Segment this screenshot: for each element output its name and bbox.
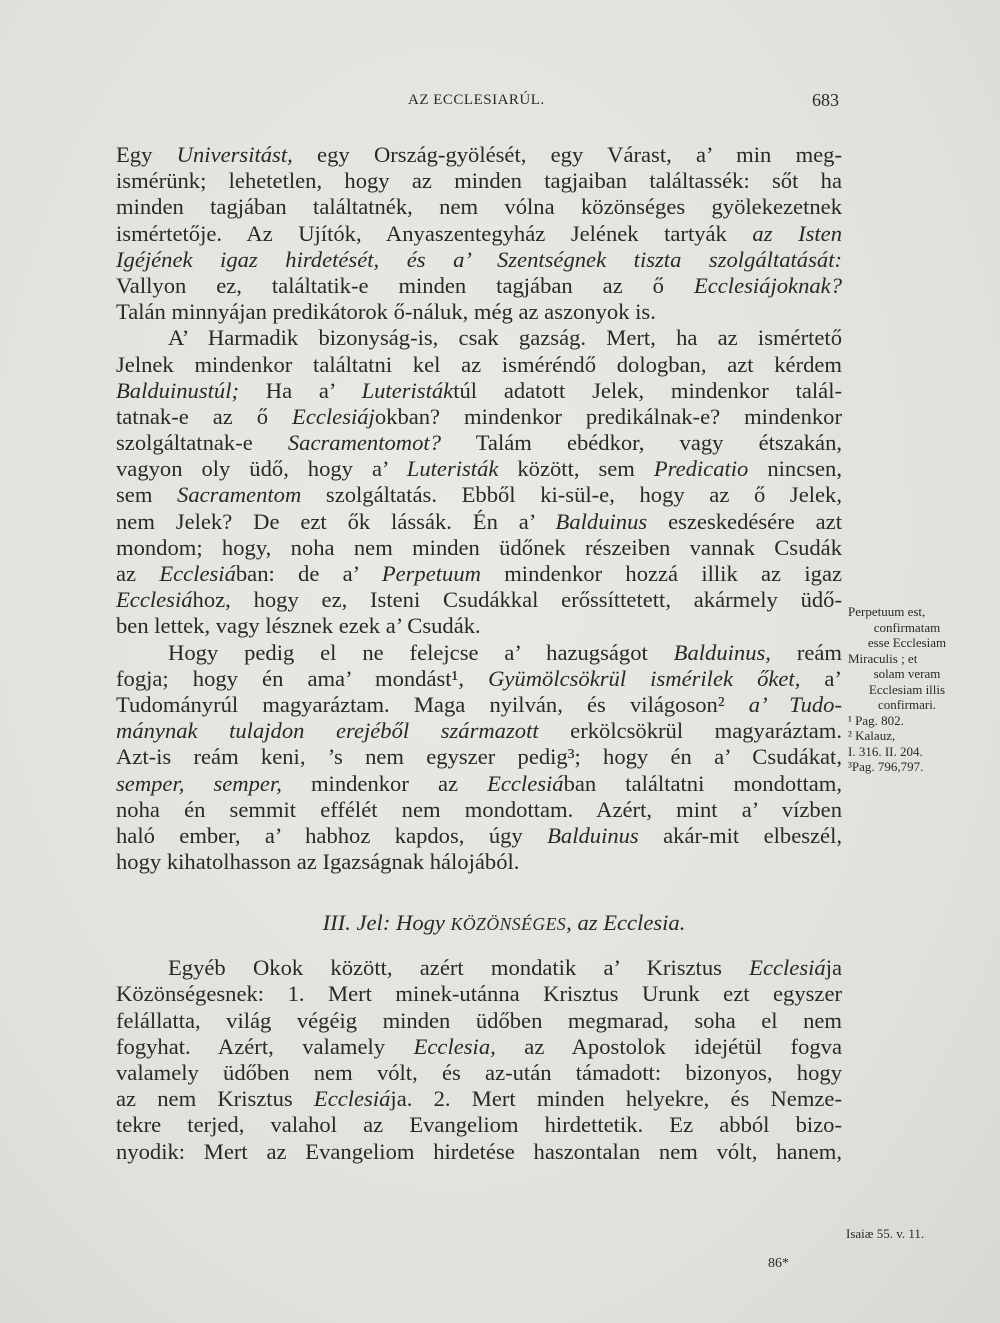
margin-note-line: ¹ Pag. 802. [848,712,904,728]
text-line: ismértetője. Az Ujítók, Anyaszentegyház Jelének tartyák az Isten [116,220,842,246]
margin-note-line: confirmatam [873,619,941,635]
text-line: felállatta, világ végéig minden üdőben megmarad, soha el nem [116,1007,842,1033]
body-text [116,142,842,1165]
text-line: mondom; hogy, noha nem minden üdőnek részeiben vannak Csudák [116,534,842,560]
section-gap [116,937,842,955]
text-line: szolgáltatnak-e Sacramentomot? Talám ebédkor, vagy étszakán, [116,430,843,456]
margin-note-line: Ecclesiam illis [868,681,946,697]
paragraph-block-2 [116,955,842,1165]
text-line: Vallyon ez, találtatik-e minden tagjában az ő Ecclesiájoknak? [116,272,842,298]
margin-note-line: ² Kalauz, [848,728,896,743]
section-heading-text: III. Jel: Hogy KÖZÖNSÉGES, az Ecclesia. [322,910,686,936]
text-line: Jelnek mindenkor találtatni kel az isméréndő dologban, azt kérdem [116,351,842,377]
margin-note-line: esse Ecclesiam [867,635,947,650]
margin-note-line: ³Pag. 796,797. [848,759,924,774]
margin-notes [848,604,966,775]
text-line: Balduinustúl; Ha a’ Luteristáktúl adatott Jelek, mindenkor talál- [116,377,842,403]
text-line: Azt-is reám keni, ’s nem egyszer pedig³; hogy én a’ Csudákat, [116,744,842,770]
text-line: Közönségesnek: 1. Mert minek-utánna Krisztus Urunk ezt egyszer [116,981,842,1007]
margin-reference: Isaiæ 55. v. 11. [846,1226,925,1241]
text-line: sem Sacramentom szolgáltatás. Ebből ki-sül-e, hogy az ő Jelek, [116,482,842,508]
text-line: Egy Universitást, egy Ország-gyölését, egy Várast, a’ min meg- [116,142,843,167]
margin-note-line: Perpetuum est, [848,604,926,619]
text-line: Ecclesiához, hogy ez, Isteni Csudákkal erőssíttetett, akármely üdő- [116,587,842,613]
text-line: minden tagjában találtatnék, nem vólna közönséges gyölekezetnek [116,194,842,220]
text-line: Igéjének igaz hirdetését, és a’ Szentségnek tiszta szolgáltatását: [116,246,842,272]
text-line: nem Jelek? De ezt ők lássák. Én a’ Balduinus eszeskedésére azt [116,508,842,534]
text-line: valamely üdőben nem vólt, és az-után támadott: bizonyos, hogy [116,1060,842,1085]
paragraph-block-1 [116,142,842,875]
text-line: ben lettek, vagy lésznek ezek a’ Csudák. [116,613,481,639]
text-line: Egyéb Okok között, azért mondatik a’ Krisztus Ecclesiája [168,955,842,981]
text-line: fogyhat. Azért, valamely Ecclesia, az Apostolok idejétül fogva [116,1033,842,1059]
running-head: AZ ECCLESIARÚL. [408,92,545,108]
text-line: fogja; hogy én ama’ mondást¹, Gyümölcsökrül ismérilek őket, a’ [116,665,842,691]
text-line: az Ecclesiában: de a’ Perpetuum mindenkor hozzá illik az igaz [116,561,842,586]
text-line: tatnak-e az ő Ecclesiájokban? mindenkor predikálnak-e? mindenkor [116,403,842,429]
text-line: Tudományrúl magyaráztam. Maga nyilván, és világoson² a’ Tudo- [116,691,843,717]
text-line: haló ember, a’ habhoz kapdos, úgy Balduinus akár-mit elbeszél, [116,822,842,848]
text-line: Talán minnyájan predikátorok ő-náluk, még az aszonyok is. [116,299,656,325]
text-line: hogy kihatolhasson az Igazságnak hálojából. [116,849,520,875]
text-line: vagyon oly üdő, hogy a’ Luteristák között, sem Predicatio nincsen, [116,456,842,482]
section-gap [116,875,842,909]
margin-note-line: Miraculis ; et [848,650,918,666]
text-line: noha én semmit effélét nem mondottam. Azért, mint a’ vízben [116,796,842,822]
text-line: nyodik: Mert az Evangeliom hirdetése haszontalan nem vólt, hanem, [116,1138,842,1164]
text-line: tekre terjed, valahol az Evangeliom hirdettetik. Ez abból bizo- [116,1112,842,1138]
text-line: Hogy pedig el ne felejcse a’ hazugságot Balduinus, reám [168,639,842,665]
text-line: mánynak tulajdon erejéből származott erkölcsökrül magyaráztam. [116,718,842,744]
text-line: A’ Harmadik bizonyság-is, csak gazság. Mert, ha az ismértető [168,325,842,351]
text-line: ismérünk; lehetetlen, hogy az minden tagjaiban találtassék: sőt ha [116,168,842,194]
margin-note-line: solam veram [873,666,941,681]
signature-mark: 86* [768,1256,789,1271]
margin-note-line: confirmari. [877,697,937,712]
section-heading [116,909,842,937]
page-number: 683 [812,90,839,110]
text-line: semper, semper, mindenkor az Ecclesiában találtatni mondottam, [116,770,843,796]
margin-note-line: I. 316. II. 204. [848,743,923,759]
text-line: az nem Krisztus Ecclesiája. 2. Mert minden helyekre, és Nemze- [116,1086,842,1112]
